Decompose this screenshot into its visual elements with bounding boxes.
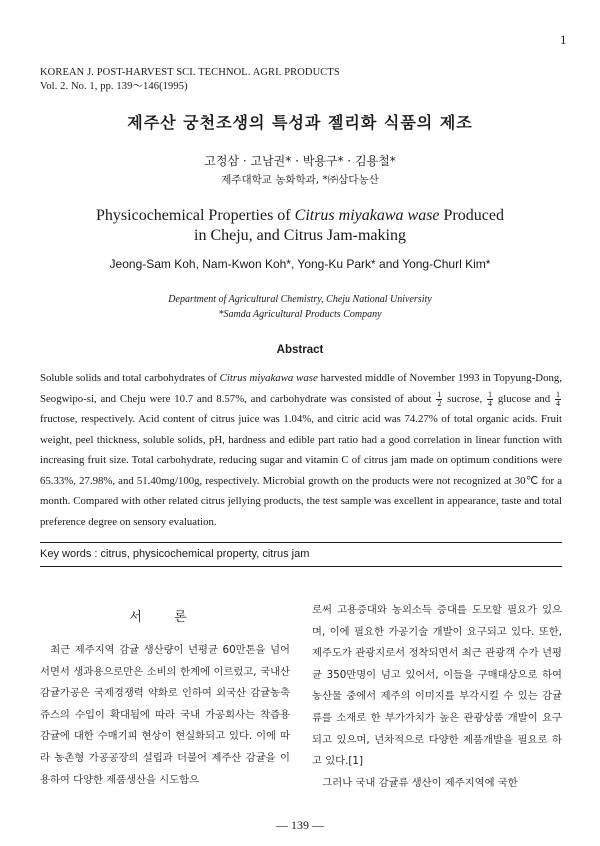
intro-paragraph-continued: 로써 고용증대와 농외소득 증대를 도모할 필요가 있으며, 이에 필요한 가공기술 개발이 요구되고 있다. 또한, 제주도가 관광지로서 정착되면서 최근 관광객 수가 년평균 350만명이 넘고 있어서, 이들을 구매대상으로 하여 농산물 중에서 제주의 이미지를 부각시킬 수 있는 감귤류를 소재로 한 부가가치가 높은 관광상품 개발이 요구되고 있으며, 년차적으로 다양한 제품개발을 필요로 하고 있다.[1] [312,604,562,768]
english-title-line1 [0,206,600,226]
introduction-heading: 서 론 [129,610,201,625]
frac-den: 4 [488,398,493,408]
title-text: Produced [439,207,504,224]
abstract-species: Citrus miyakawa wase [219,372,318,384]
right-column [312,600,562,794]
frac-den: 2 [437,398,442,408]
english-title [0,206,600,246]
abstract-text: fructose, respectively. Acid content of citrus juice was 1.04%, and citric acid was 74.27% of total organic acids. Fruit weight, peel thickness, soluble solids, pH, hardness and edible part ratio had a good correlation in linear function with increasing fruit size. Total carbohydrate, reducing sugar and vitamin C of citrus jam made on optimum conditions were 65.33%, 27.98%, and 51.40mg/100g, respectively. Microbial growth on the products were not recognized at 30℃ for a month. Compared with other related citrus jellying products, the test sample was excellent in appearance, taste and total preference degree on sensory evaluation. [40,413,562,528]
title-text: Physicochemical Properties of [96,207,295,224]
abstract-text: glucose and [494,392,554,405]
english-affiliations [0,292,600,322]
frac-num: 1 [437,389,442,399]
title-species: Citrus miyakawa wase [294,207,440,224]
abstract-text: sucrose, [443,392,487,405]
fraction-glucose [487,391,493,408]
frac-num: 1 [556,389,560,399]
page-number: 1 [560,32,567,47]
abstract-text: harvested middle of November 1993 in Topyung-Dong, Seogwipo-si, and Cheju were 10.7 and 8.57%, and carbohydrate was consisted of about [40,372,562,405]
affiliation-1: Department of Agricultural Chemistry, Cheju National University [168,294,432,305]
keywords: Key words : citrus, physicochemical property, citrus jam [40,548,310,560]
journal-header [40,66,340,94]
frac-num: 1 [488,389,493,399]
intro-paragraph: 그러나 국내 감귤류 생산이 제주지역에 국한 [322,776,518,789]
intro-paragraph: 최근 제주지역 감귤 생산량이 년평균 60만톤을 넘어서면서 생과용으로만은 소비의 한계에 이르렀고, 국내산 감귤가공은 국제경쟁력 약화로 인하여 외국산 감귤농축쥬스의 수입이 확대됨에 따라 국내 가공회사는 착즙용 감귤에 대한 수매기피 현상이 현실화되고 있다. 이에 따라 농촌형 가공공장의 설립과 더불어 제주산 감귤을 이용하여 다양한 제품생산을 시도함으 [40,644,290,786]
fraction-sucrose [436,391,442,408]
abstract-text: Soluble solids and total carbohydrates of [40,372,220,384]
korean-title: 제주산 궁천조생의 특성과 젤리화 식품의 제조 [127,113,473,132]
abstract-heading: Abstract [276,344,324,356]
page-footer-number: — 139 — [276,818,324,832]
affiliation-2: *Samda Agricultural Products Company [218,309,382,320]
divider-top [40,542,562,543]
journal-volume: Vol. 2. No. 1, pp. 139～146(1995) [40,81,188,92]
divider-bottom [40,566,562,567]
journal-name: KOREAN J. POST-HARVEST SCI. TECHNOL. AGRI. PRODUCTS [40,67,340,78]
english-authors: Jeong-Sam Koh, Nam-Kwon Koh*, Yong-Ku Park* and Yong-Churl Kim* [109,257,491,271]
fraction-fructose [555,391,561,408]
frac-den: 4 [556,398,560,408]
korean-authors: 고정삼 · 고남권* · 박용구* · 김용철* [204,154,396,168]
korean-affiliation: 제주대학교 농화학과, *㈜삼다농산 [221,174,379,186]
abstract-body [40,368,562,532]
left-column [40,640,290,791]
english-title-line2: in Cheju, and Citrus Jam-making [194,227,406,244]
